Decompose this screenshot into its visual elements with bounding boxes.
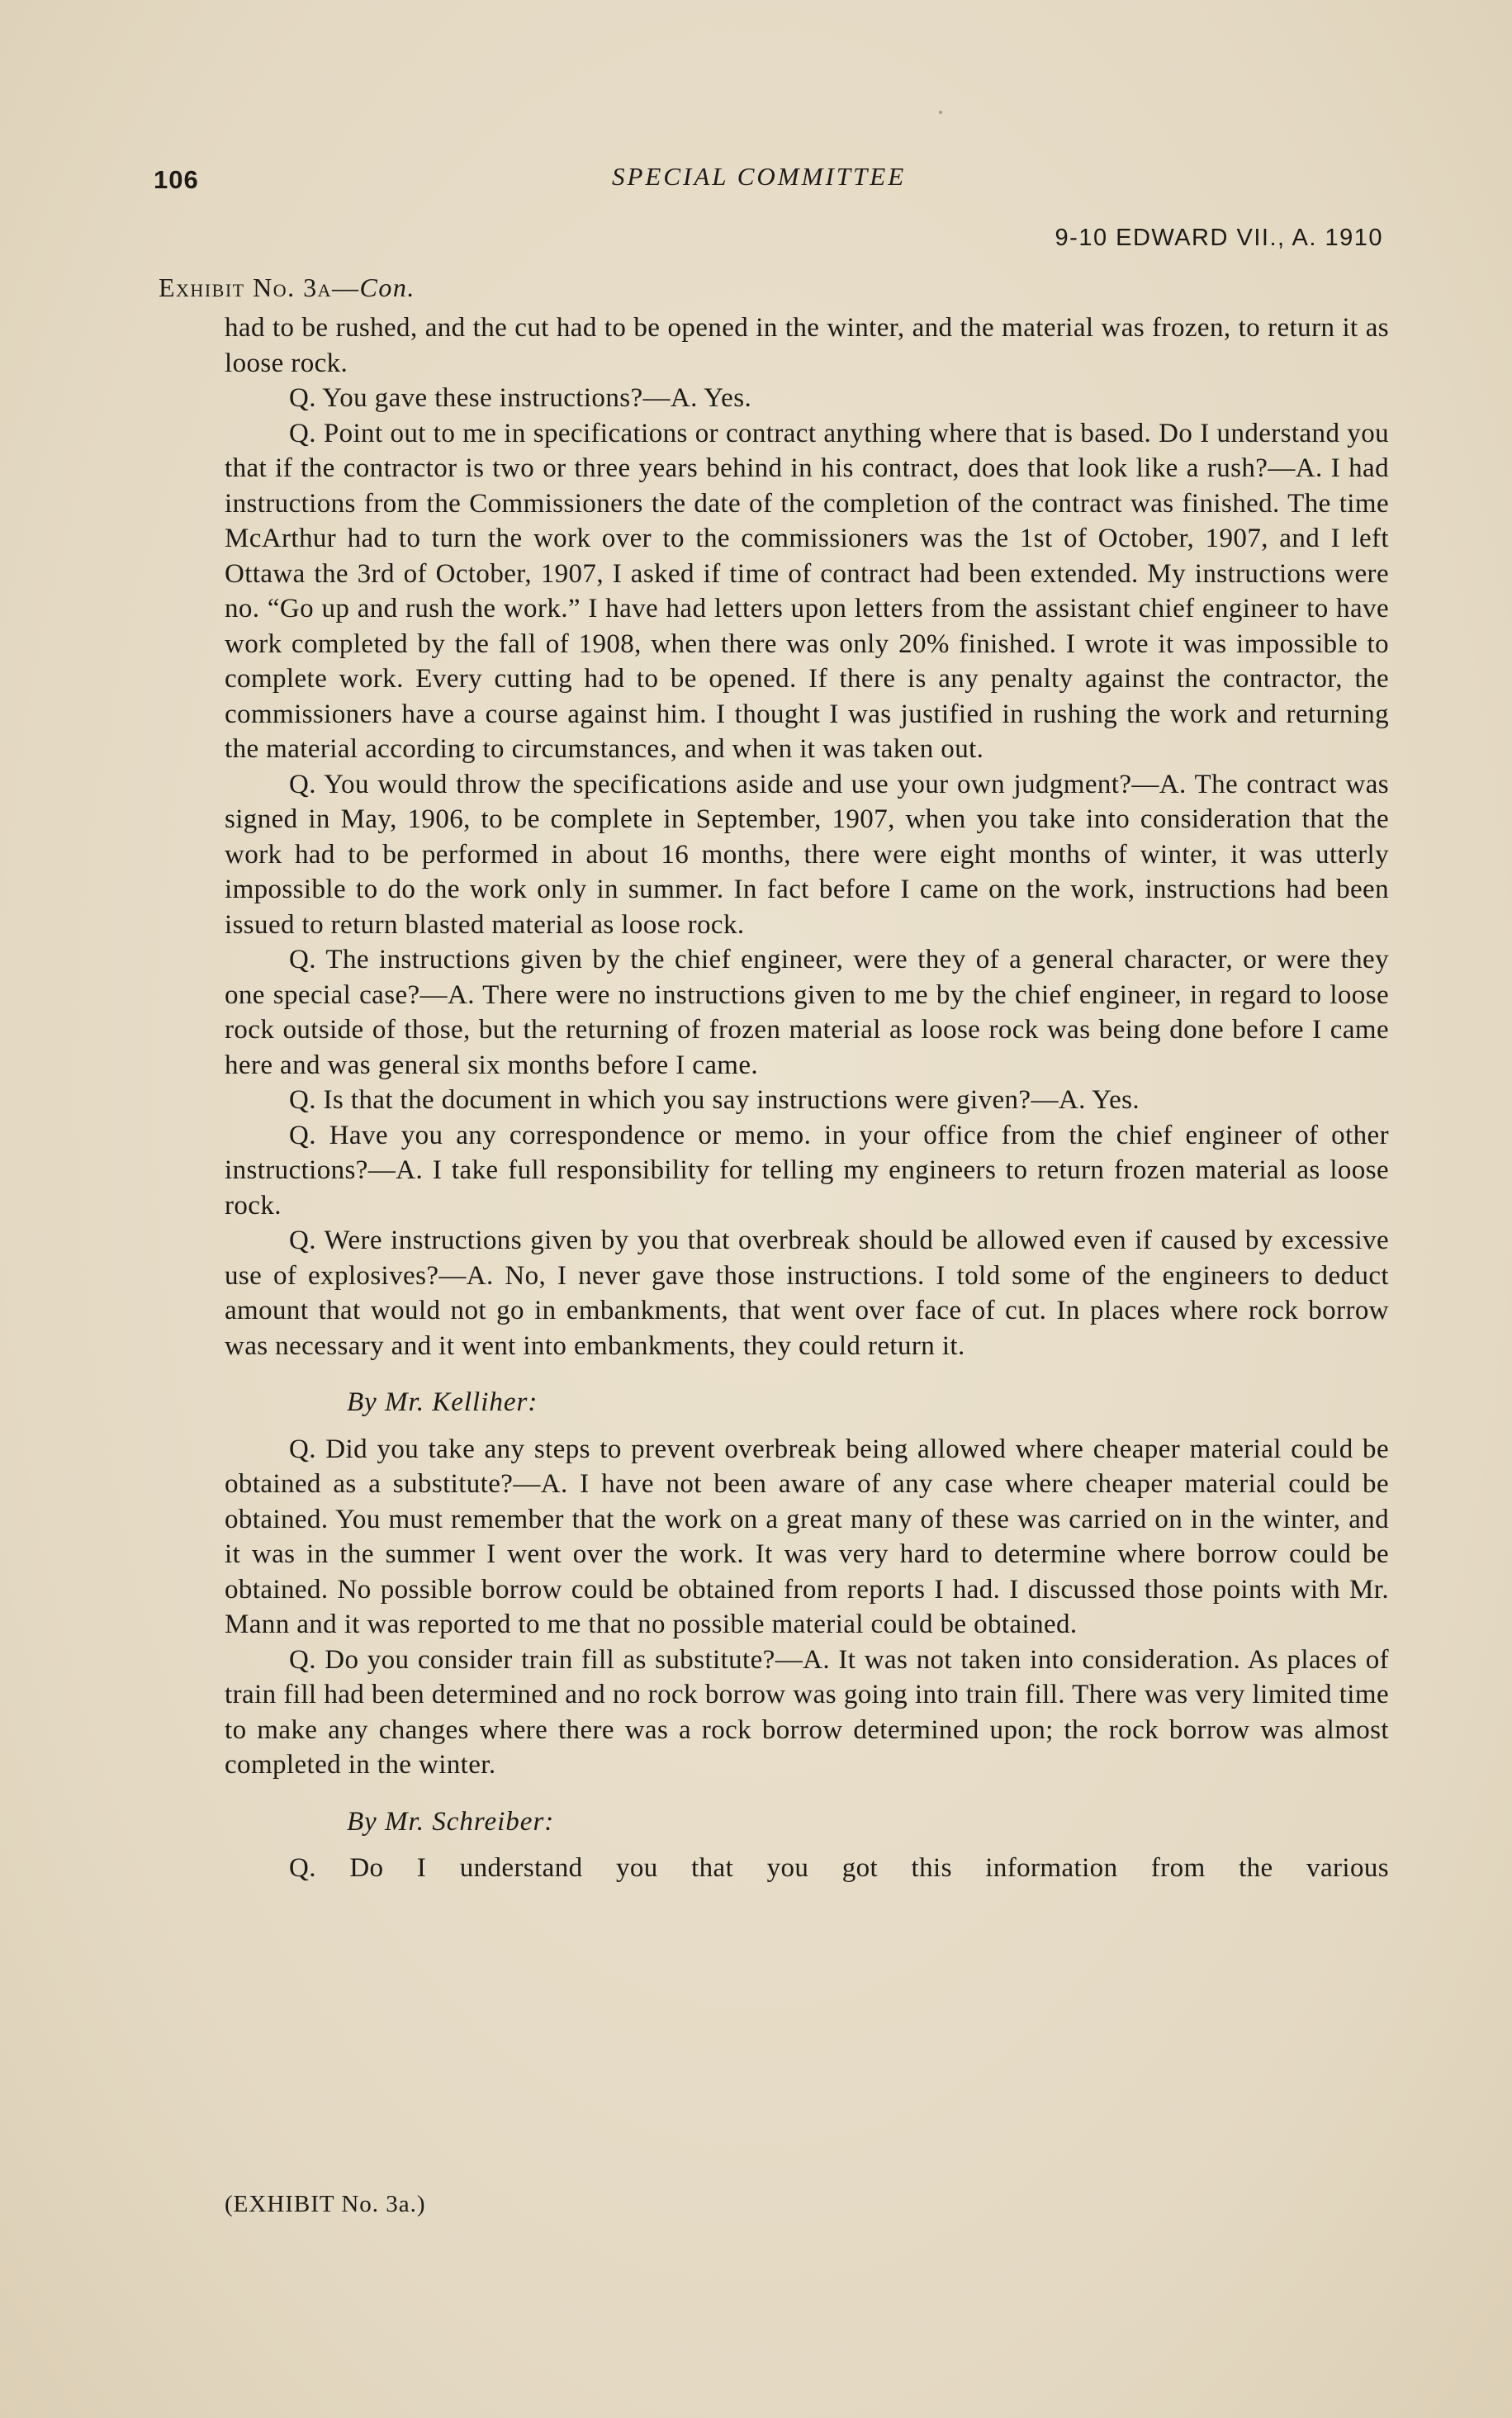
exhibit-continued: Con. xyxy=(359,273,415,302)
paragraph: Q. The instructions given by the chief engineer, were they of a general character, or were they one special case?—A. There were no instructions given to me by the chief engineer, in regard to loose rock outside of those, but the returning of frozen material as loose rock was being done before I came here and was general six months before I came. xyxy=(225,945,1389,1080)
examiner-heading-schreiber: By Mr. Schreiber: xyxy=(347,1806,555,1837)
exhibit-footer: (EXHIBIT No. 3a.) xyxy=(225,2191,426,2217)
running-title: SPECIAL COMMITTEE xyxy=(612,162,907,191)
paragraph: Q. Point out to me in specifications or contract anything where that is based. Do I understand you that if the contractor is two or three years behind in his contract, does that look like a rush?—A. I had instructions from the Commissioners the date of the completion of the contract was finished. The time McArthur had to turn the work over to the commissioners was the 1st of October, 1907, and I left Ottawa the 3rd of October, 1907, I asked if time of contract had been extended. My instructions were no. “Go up and rush the work.” I have had letters upon letters from the assistant chief engineer to have work completed by the fall of 1908, when there was only 20% finished. I wrote it was impossible to complete work. Every cutting had to be opened. If there is any penalty against the contractor, the commissioners have a course against him. I thought I was justified in rushing the work and returning the material according to circumstances, and when it was taken out. xyxy=(225,418,1389,764)
print-speck xyxy=(939,111,942,114)
paragraph: had to be rushed, and the cut had to be opened in the winter, and the material was frozen, to return it as loose rock. xyxy=(225,313,1389,378)
paragraph: Q. Were instructions given by you that overbreak should be allowed even if caused by excessive use of explosives?—A. No, I never gave those instructions. I told some of the engineers to deduct amount that would not go in embankments, that went over face of cut. In places where rock borrow was necessary and it went into embankments, they could return it. xyxy=(225,1226,1389,1361)
session-reference: 9-10 EDWARD VII., A. 1910 xyxy=(1055,225,1383,251)
paragraph: Q. Is that the document in which you say instructions were given?—A. Yes. xyxy=(289,1085,1140,1115)
examiner-heading-kelliher: By Mr. Kelliher: xyxy=(347,1387,538,1417)
exhibit-heading xyxy=(159,273,415,303)
paragraph: Q. You would throw the specifications aside and use your own judgment?—A. The contract was signed in May, 1906, to be complete in September, 1907, when you take into consideration that the work had to be performed in about 16 months, there were eight months of winter, it was utterly impossible to do the work only in summer. In fact before I came on the work, instructions had been issued to return blasted material as loose rock. xyxy=(225,769,1389,940)
page-header xyxy=(154,162,1392,203)
exhibit-label: Exhibit No. 3a— xyxy=(159,273,360,302)
page-number: 106 xyxy=(154,165,199,194)
paragraph: Q. You gave these instructions?—A. Yes. xyxy=(289,383,752,413)
paragraph: Q. Have you any correspondence or memo. in your office from the chief engineer of other instructions?—A. I take full responsibility for telling my engineers to return frozen material as loose rock. xyxy=(225,1120,1389,1221)
paragraph: Q. Did you take any steps to prevent overbreak being allowed where cheaper material could be obtained as a substitute?—A. I have not been aware of any case where cheaper material could be obtained. You must remember that the work on a great many of these was carried on in the winter, and it was in the summer I went over the work. It was very hard to determine where borrow could be obtained. No possible borrow could be obtained from reports I had. I discussed those points with Mr. Mann and it was reported to me that no possible material could be obtained. xyxy=(225,1434,1389,1639)
paragraph: Q. Do I understand you that you got this information from the various xyxy=(289,1853,1389,1883)
paragraph: Q. Do you consider train fill as substitute?—A. It was not taken into consideration. As places of train fill had been determined and no rock borrow was going into train fill. There was very limited time to make any changes where there was a rock borrow determined upon; the rock borrow was almost completed in the winter. xyxy=(225,1644,1389,1780)
testimony-body xyxy=(225,311,1389,1886)
